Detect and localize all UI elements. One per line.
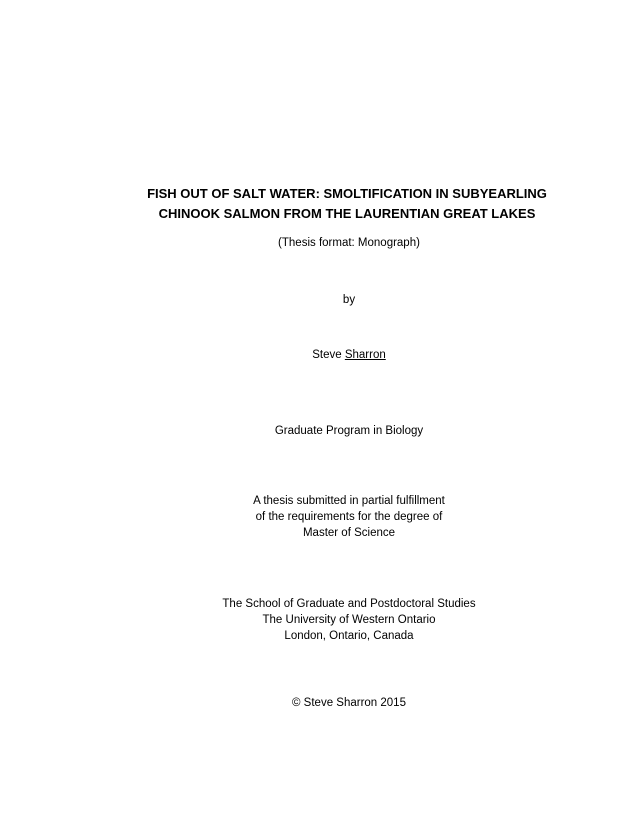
- institution-location: London, Ontario, Canada: [284, 630, 414, 642]
- thesis-title-line-1: FISH OUT OF SALT WATER: SMOLTIFICATION IN SUBYEARLING: [147, 186, 547, 201]
- author-first-name: Steve: [312, 349, 342, 361]
- institution-school: The School of Graduate and Postdoctoral Studies: [222, 598, 476, 610]
- thesis-format: (Thesis format: Monograph): [278, 237, 420, 249]
- degree-statement-line-2: of the requirements for the degree of: [255, 511, 443, 523]
- graduate-program: Graduate Program in Biology: [274, 425, 424, 437]
- thesis-title: [50, 184, 638, 224]
- copyright-notice: © Steve Sharron 2015: [292, 697, 406, 709]
- degree-statement: [30, 493, 638, 541]
- degree-statement-line-1: A thesis submitted in partial fulfillment: [253, 495, 445, 507]
- author-name: [30, 347, 638, 363]
- author-surname: Sharron: [344, 349, 386, 361]
- by-label: by: [342, 294, 356, 306]
- degree-name: Master of Science: [302, 527, 396, 539]
- institution: [30, 596, 638, 644]
- institution-university: The University of Western Ontario: [262, 614, 436, 626]
- thesis-title-line-2: CHINOOK SALMON FROM THE LAURENTIAN GREAT LAKES: [158, 206, 536, 221]
